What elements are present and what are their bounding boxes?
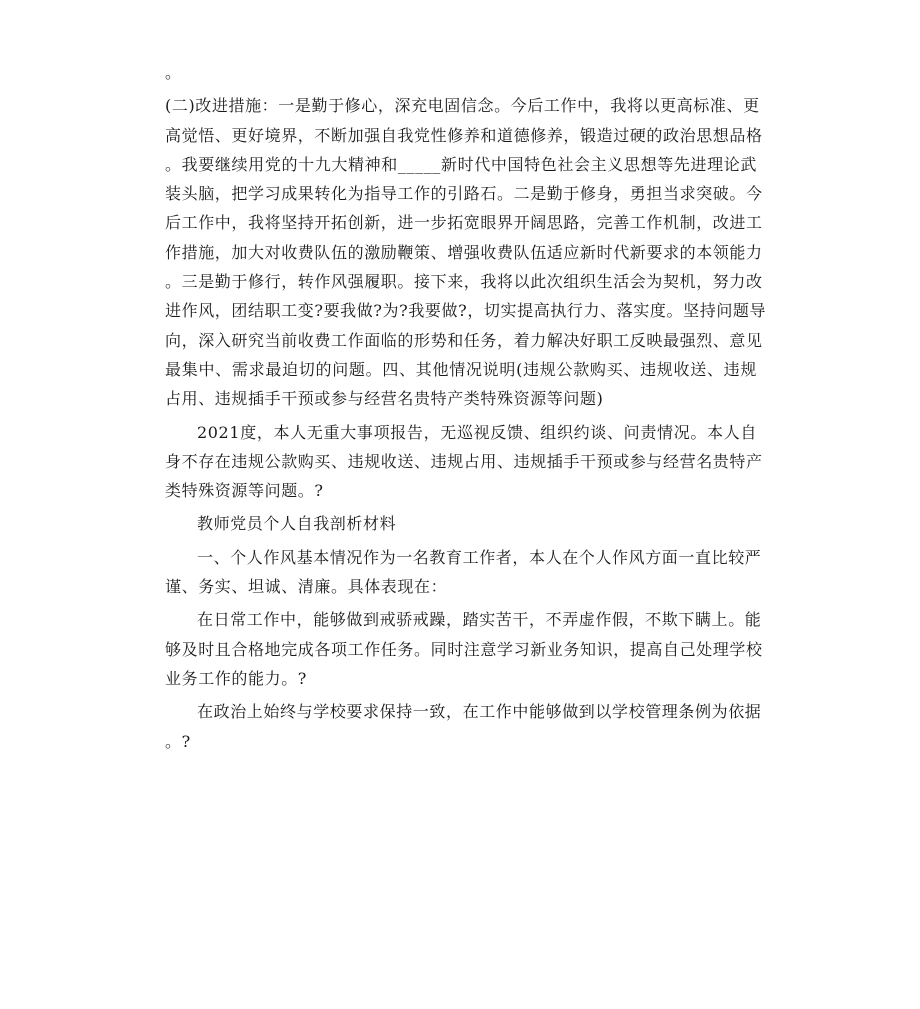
- text-line: 装头脑，把学习成果转化为指导工作的引路石。二是勤于修身，勇担当求突破。今: [165, 184, 763, 204]
- text-line: 谨、务实、坦诚、清廉。具体表现在：: [165, 577, 448, 597]
- text-line: 。: [165, 63, 182, 82]
- text-line: (二)改进措施：一是勤于修心，深充电固信念。今后工作中，我将以更高标准、更: [165, 96, 760, 116]
- text-line: 业务工作的能力。?: [165, 668, 307, 688]
- text-line: 最集中、需求最迫切的问题。四、其他情况说明(违规公款购买、违规收送、违规: [165, 359, 757, 379]
- text-line: 在政治上始终与学校要求保持一致，在工作中能够做到以学校管理条例为依据: [197, 702, 762, 722]
- document-body: [165, 58, 767, 756]
- text-line: 类特殊资源等问题。?: [165, 481, 324, 501]
- text-line: 。?: [165, 731, 191, 751]
- text-line: 一、个人作风基本情况作为一名教育工作者，本人在个人作风方面一直比较严: [197, 547, 762, 567]
- text-line: 作措施，加大对收费队伍的激励鞭策、增强收费队伍适应新时代新要求的本领能力: [165, 242, 763, 262]
- text-line: 向，深入研究当前收费工作面临的形势和任务，着力解决好职工反映最强烈、意见: [165, 330, 763, 350]
- text-line: 后工作中，我将坚持开拓创新，进一步拓宽眼界开阔思路，完善工作机制，改进工: [165, 213, 763, 233]
- text-line: 进作风，团结职工变?要我做?为?我要做?，切实提高执行力、落实度。坚持问题导: [165, 301, 767, 321]
- text-line: 身不存在违规公款购买、违规收送、违规占用、违规插手干预或参与经营名贵特产: [165, 451, 763, 471]
- text-line: 高觉悟、更好境界，不断加强自我党性修养和道德修养，锻造过硬的政治思想品格: [165, 125, 763, 145]
- text-line: 占用、违规插手干预或参与经营名贵特产类特殊资源等问题): [165, 389, 604, 409]
- text-line: 够及时且合格地完成各项工作任务。同时注意学习新业务知识，提高自己处理学校: [165, 639, 763, 659]
- text-line: 在日常工作中，能够做到戒骄戒躁，踏实苦干，不弄虚作假，不欺下瞒上。能: [197, 610, 762, 630]
- text-line: 。我要继续用党的十九大精神和_____新时代中国特色社会主义思想等先进理论武: [165, 154, 757, 174]
- text-line: 2021度，本人无重大事项报告，无巡视反馈、组织约谈、问责情况。本人自: [197, 422, 757, 442]
- text-line: 。三是勤于修行，转作风强履职。接下来，我将以此次组织生活会为契机，努力改: [165, 272, 763, 292]
- text-line: 教师党员个人自我剖析材料: [197, 514, 397, 534]
